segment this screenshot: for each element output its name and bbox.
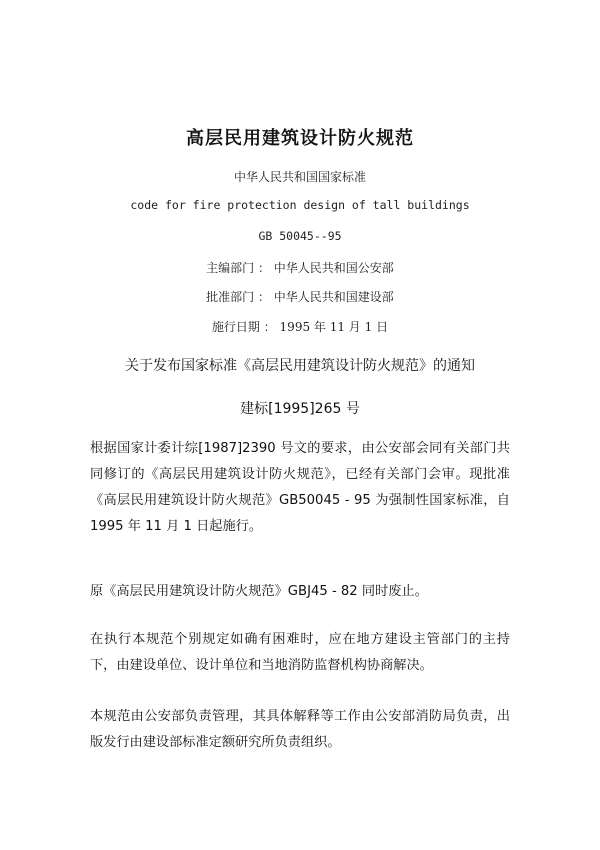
editor-department: 主编部门 ： 中华人民共和国公安部 — [206, 261, 394, 275]
paragraph: 在执行本规范个别规定如确有困难时，应在地方建设主管部门的主持下，由建设单位、设计单位和当地消防监督机构协商解决。 — [90, 632, 510, 673]
notice-title: 关于发布国家标准《高层民用建筑设计防火规范》的通知 — [125, 358, 475, 374]
notice-number: 建标[1995]265 号 — [240, 401, 360, 417]
effective-date: 施行日期 ： 1995 年 11 月 1 日 — [211, 320, 389, 334]
english-title: code for fire protection design of tall buildings — [130, 198, 470, 212]
paragraph: 原《高层民用建筑设计防火规范》GBJ45 - 82 同时废止。 — [90, 584, 428, 599]
approval-department: 批准部门 ： 中华人民共和国建设部 — [206, 290, 394, 304]
document-title: 高层民用建筑设计防火规范 — [186, 128, 414, 149]
paragraph: 根据国家计委计综[1987]2390 号文的要求，由公安部会同有关部门共同修订的《高层民用建筑设计防火规范》，已经有关部门会审。现批准《高层民用建筑设计防火规范》GB50045 - 95 为强制性国家标准，自 1995 年 11 月 1 日起施行。 — [90, 441, 510, 534]
paragraph: 本规范由公安部负责管理，其具体解释等工作由公安部消防局负责，出版发行由建设部标准定额研究所负责组织。 — [90, 709, 510, 750]
standard-code: GB 50045--95 — [258, 229, 342, 243]
standard-type: 中华人民共和国国家标准 — [233, 170, 366, 184]
